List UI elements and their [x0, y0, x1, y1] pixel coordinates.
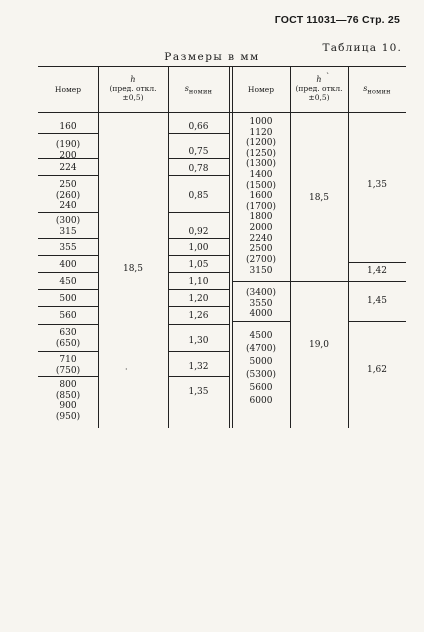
s-cell: 1,05	[188, 260, 209, 270]
s-symbol: s	[184, 84, 189, 93]
table-rule	[168, 351, 229, 352]
header-h-right	[290, 75, 348, 102]
h-tolerance-note: (пред. откл. ±0,5)	[109, 84, 157, 102]
table-rule	[168, 133, 229, 134]
nomer-cell: 450	[59, 277, 77, 287]
page-header: ГОСТ 11031—76 Стр. 25	[274, 14, 400, 26]
column-rule	[290, 66, 291, 428]
table-rule	[168, 324, 229, 325]
nomer-cell: 160	[59, 122, 77, 132]
h-value-right: 19,0	[308, 340, 330, 350]
h-symbol: h	[130, 75, 136, 84]
nomer-cell: 3150	[249, 266, 273, 276]
table-rule	[38, 212, 98, 213]
header-s-left	[168, 84, 229, 97]
table-rule	[168, 255, 229, 256]
table-rule	[168, 158, 229, 159]
s-cell: 0,78	[188, 164, 209, 174]
table-rule	[168, 376, 229, 377]
table-rule	[348, 321, 406, 322]
s-cell: 0,92	[188, 227, 209, 237]
nomer-cell: 250 (260) 240	[55, 180, 81, 212]
table-rule	[38, 272, 98, 273]
nomer-cell: 800 (850) 900 (950)	[55, 380, 81, 422]
table-rule	[38, 351, 98, 352]
header-nomer-left: Номер	[54, 85, 82, 94]
nomer-cell: (3400) 3550 4000	[246, 288, 276, 320]
s-cell: 0,66	[188, 122, 209, 132]
nomer-cell: 1000 1120 (1200) (1250) (1300) 1400 (1500) 1600 (1700) 1800 2000 2240 2500 (2700)	[246, 117, 276, 265]
table-rule	[168, 212, 229, 213]
column-rule	[98, 66, 99, 428]
h-tolerance-note: (пред. откл. ±0,5)	[295, 84, 343, 102]
table-rule	[232, 321, 290, 322]
table-rule	[168, 306, 229, 307]
h-symbol: h	[316, 75, 322, 84]
table-rule	[168, 238, 229, 239]
table-rule	[38, 289, 98, 290]
table-rule	[168, 289, 229, 290]
nomer-cell: 400	[59, 260, 77, 270]
header-nomer-right: Номер	[247, 85, 275, 94]
h-value-right: 18,5	[308, 193, 330, 203]
table-rule	[38, 133, 98, 134]
s-cell: 0,75	[188, 147, 209, 157]
table-rule	[348, 262, 406, 263]
header-s-right	[348, 84, 406, 97]
table-rule	[38, 324, 98, 325]
nomer-cell: 560	[59, 311, 77, 321]
column-rule-double	[229, 66, 230, 428]
s-cell: 1,20	[188, 294, 209, 304]
nomer-cell: 710 (750)	[55, 355, 81, 376]
s-cell: 1,00	[188, 243, 209, 253]
s-cell: 1,62	[366, 365, 388, 375]
s-subscript: номин	[367, 87, 391, 96]
s-subscript: номин	[188, 87, 213, 96]
s-cell: 1,32	[188, 362, 209, 372]
h-value-left: 18,5	[122, 264, 144, 274]
table-rule	[38, 306, 98, 307]
s-cell: 1,26	[188, 311, 209, 321]
s-cell: 1,45	[366, 296, 388, 306]
ink-mark: ·	[125, 365, 128, 374]
table-rule	[168, 175, 229, 176]
header-h-left	[98, 75, 168, 102]
nomer-cell: (190) 200	[55, 140, 81, 161]
table-rule	[348, 281, 406, 282]
s-cell: 1,42	[366, 266, 388, 276]
nomer-cell: 355	[59, 243, 77, 253]
s-cell: 1,35	[366, 180, 388, 190]
nomer-cell: 630 (650)	[55, 328, 81, 349]
table-rule	[232, 281, 348, 282]
table-rule	[168, 272, 229, 273]
s-cell: 1,35	[188, 387, 209, 397]
s-cell: 1,10	[188, 277, 209, 287]
s-symbol: s	[363, 84, 368, 93]
dimensions-table	[38, 66, 406, 428]
ink-mark: `	[326, 72, 330, 81]
nomer-cell: (300) 315	[55, 216, 81, 237]
table-label: Таблица 10.	[322, 42, 402, 54]
table-rule	[38, 238, 98, 239]
dimensions-caption: Размеры в мм	[164, 51, 260, 63]
nomer-cell: 4500 (4700) 5000 (5300) 5600 6000	[246, 331, 276, 406]
s-cell: 1,30	[188, 336, 209, 346]
nomer-cell: 224	[59, 163, 77, 173]
table-top-rule	[38, 66, 406, 67]
table-rule	[38, 255, 98, 256]
nomer-cell: 500	[59, 294, 77, 304]
header-bottom-rule	[38, 112, 406, 113]
table-rule	[38, 175, 98, 176]
s-cell: 0,85	[188, 191, 209, 201]
